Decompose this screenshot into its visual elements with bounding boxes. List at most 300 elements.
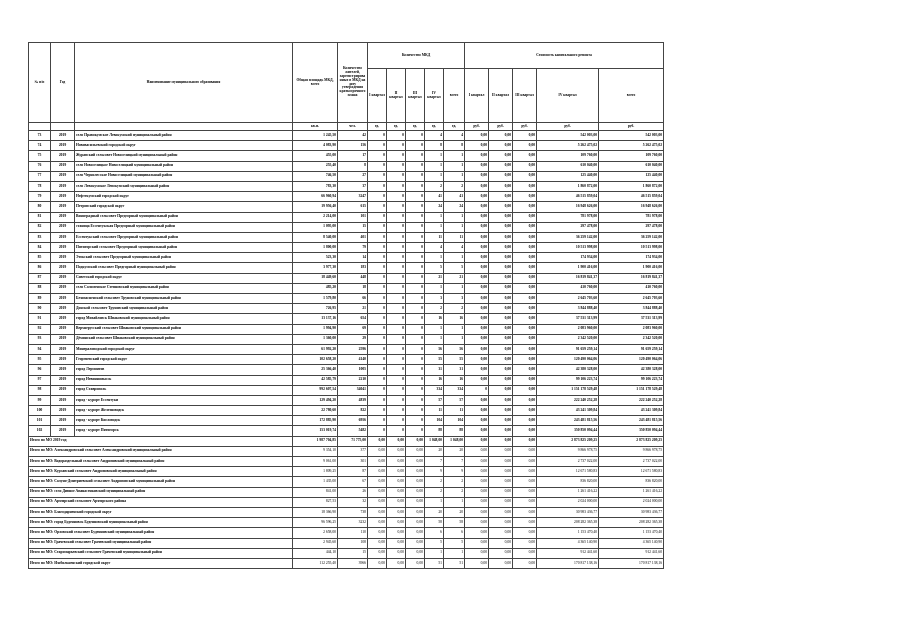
table-cell: 0,00	[513, 202, 537, 212]
table-cell: 153 019,74	[293, 426, 338, 436]
table-cell: 8	[444, 141, 465, 151]
table-cell: 0,00	[513, 212, 537, 222]
table-cell: станица Ессентукская Предгорный муниципальный район	[75, 222, 293, 232]
table-cell: 32	[338, 497, 368, 507]
table-cell: 0,00	[406, 446, 425, 456]
table-cell: 16	[444, 314, 465, 324]
table-cell: 0	[387, 212, 406, 222]
table-cell: 0,00	[465, 253, 489, 263]
table-cell: 0,00	[489, 171, 513, 181]
table-cell: 9	[444, 467, 465, 477]
table-cell: 0,00	[465, 232, 489, 242]
table-cell: 0,00	[368, 518, 387, 528]
unit-cell: кв.м.	[293, 123, 338, 131]
table-cell: 8 540,00	[293, 232, 338, 242]
table-cell: 2	[444, 477, 465, 487]
table-cell: 0,00	[465, 171, 489, 181]
table-cell: 0,00	[489, 375, 513, 385]
table-cell: 6	[444, 528, 465, 538]
table-cell: 2019	[51, 416, 75, 426]
table-cell: 0,00	[513, 151, 537, 161]
table-cell: 4839	[338, 395, 368, 405]
table-row	[29, 232, 664, 242]
summary-row	[29, 558, 664, 568]
table-cell: 0	[368, 232, 387, 242]
table-cell: 2 737 022,00	[537, 457, 599, 467]
table-cell: 0,00	[513, 141, 537, 151]
table-cell: 0,00	[513, 283, 537, 293]
table-cell: 0,00	[489, 344, 513, 354]
table-cell: 1	[444, 151, 465, 161]
table-row	[29, 324, 664, 334]
table-cell: 0	[387, 151, 406, 161]
table-cell: 0,00	[406, 457, 425, 467]
table-row	[29, 161, 664, 171]
table-cell: 3247	[338, 192, 368, 202]
table-cell: 0	[387, 355, 406, 365]
table-cell: 83	[29, 232, 51, 242]
table-cell: 42 380 328,00	[599, 365, 664, 375]
summary-name: Итого по МО: Александровский сельсовет Александровский муниципальный район	[29, 446, 293, 456]
col-count-q4: IV квартал	[425, 69, 444, 123]
table-cell: 2 083 960,00	[599, 324, 664, 334]
table-cell: 1 987 704,85	[293, 436, 338, 446]
table-cell: 0,00	[489, 446, 513, 456]
table-cell: 2 024 000,00	[537, 497, 599, 507]
table-cell: 42 585,79	[293, 375, 338, 385]
table-cell: 2	[425, 181, 444, 191]
table-cell: 783,30	[293, 181, 338, 191]
table-cell: 99	[29, 395, 51, 405]
table-cell: 0,00	[465, 161, 489, 171]
col-num: № п/п	[29, 43, 51, 123]
table-cell: 16 948 626,00	[599, 202, 664, 212]
table-cell: 0,00	[465, 416, 489, 426]
table-cell: 0,00	[513, 232, 537, 242]
table-cell: 2210	[338, 375, 368, 385]
table-cell: 0,00	[489, 141, 513, 151]
table-cell: 0,00	[489, 253, 513, 263]
table-cell: 0	[387, 365, 406, 375]
table-cell: 0	[387, 181, 406, 191]
table-cell: 0,00	[489, 222, 513, 232]
table-cell: 75	[29, 151, 51, 161]
table-cell: 0,00	[465, 181, 489, 191]
table-cell: 1 579,80	[293, 294, 338, 304]
table-cell: 0,00	[513, 334, 537, 344]
table-cell: 0	[368, 161, 387, 171]
summary-name: Итого по МО: Арзгирский сельсовет Арзгирского района	[29, 497, 293, 507]
table-cell: 0,00	[513, 355, 537, 365]
table-cell: 0	[368, 141, 387, 151]
col-residents: Количество жителей, зарегистрированных в МКД на дату утверждения краткосрочного плана	[338, 43, 368, 123]
table-row	[29, 334, 664, 344]
table-cell: 0,00	[406, 538, 425, 548]
table-cell: 1 900 416,00	[599, 263, 664, 273]
table-cell: 2019	[51, 212, 75, 222]
table-cell: 172 885,90	[293, 416, 338, 426]
summary-name: Итого по МО: Курсавский сельсовет Андроповский муниципальный район	[29, 467, 293, 477]
table-cell: 10 513 998,00	[537, 243, 599, 253]
table-cell: 2019	[51, 355, 75, 365]
summary-row	[29, 477, 664, 487]
table-cell: 2019	[51, 406, 75, 416]
table-cell: 0,00	[465, 294, 489, 304]
table-cell: 18 366,90	[293, 507, 338, 517]
table-cell: 183	[338, 263, 368, 273]
table-cell: 0	[368, 263, 387, 273]
table-cell: село Чернолесское Новоселицкий муниципальный район	[75, 171, 293, 181]
table-cell: 1005	[338, 365, 368, 375]
table-cell: 0,00	[465, 457, 489, 467]
table-cell: 76	[29, 161, 51, 171]
table-cell: 4	[425, 243, 444, 253]
table-cell: 2 024 000,00	[599, 497, 664, 507]
table-cell: 0,00	[513, 263, 537, 273]
table-cell: 0	[368, 283, 387, 293]
table-cell: 822	[338, 406, 368, 416]
table-cell: 51	[444, 558, 465, 568]
table-cell: 0,00	[513, 344, 537, 354]
table-cell: 334	[444, 385, 465, 395]
table-cell: Георгиевский городской округ	[75, 355, 293, 365]
table-cell: 0,00	[465, 538, 489, 548]
table-cell: 84	[29, 243, 51, 253]
col-count-q2: II квартал	[387, 69, 406, 123]
table-cell: 31	[425, 365, 444, 375]
table-cell: 15	[338, 548, 368, 558]
table-cell: 1	[444, 334, 465, 344]
summary-name: Итого по МО: Благодарненский городской округ	[29, 507, 293, 517]
table-cell: 0,00	[513, 314, 537, 324]
table-cell: 0,00	[465, 548, 489, 558]
table-cell: 0,00	[465, 202, 489, 212]
table-cell: 0	[387, 406, 406, 416]
table-cell: 2 083 960,00	[537, 324, 599, 334]
table-cell: 2019	[51, 232, 75, 242]
table-cell: 9 061,00	[293, 457, 338, 467]
table-cell: 89	[29, 294, 51, 304]
table-cell: 0,00	[387, 538, 406, 548]
table-cell: 0,00	[489, 192, 513, 202]
table-cell: 1	[444, 548, 465, 558]
table-cell: 0,00	[489, 518, 513, 528]
table-cell: 37 531 313,99	[599, 314, 664, 324]
table-cell: 92	[29, 324, 51, 334]
table-cell: 0,00	[513, 395, 537, 405]
table-cell: 91 659 259,14	[537, 344, 599, 354]
table-cell: 0,00	[465, 365, 489, 375]
table-cell: 0,00	[368, 477, 387, 487]
table-cell: 11	[444, 406, 465, 416]
unit-cell: ед.	[444, 123, 465, 131]
table-cell: 1 860 872,00	[537, 181, 599, 191]
table-cell: 4 365 140,90	[599, 538, 664, 548]
table-cell: 448	[338, 273, 368, 283]
table-cell: Дёминский сельсовет Шпаковский муниципальный район	[75, 334, 293, 344]
table-cell: 20	[444, 446, 465, 456]
table-cell: 0,00	[406, 548, 425, 558]
table-cell: 42 380 328,00	[537, 365, 599, 375]
table-cell: 69	[338, 324, 368, 334]
table-cell: 297 478,00	[537, 222, 599, 232]
table-cell: 5	[425, 263, 444, 273]
table-row	[29, 344, 664, 354]
table-cell: 0,00	[368, 558, 387, 568]
table-cell: 30 983 436,77	[599, 507, 664, 517]
table-cell: 0	[406, 406, 425, 416]
table-cell: 2019	[51, 263, 75, 273]
unit-cell: ед.	[368, 123, 387, 131]
table-cell: 410 760,00	[537, 283, 599, 293]
table-cell: 0	[406, 314, 425, 324]
table-cell: 21	[425, 273, 444, 283]
table-cell: 1	[425, 283, 444, 293]
table-cell: 0	[406, 151, 425, 161]
table-row	[29, 243, 664, 253]
table-cell: 410 760,00	[599, 283, 664, 293]
table-cell: 0,00	[465, 192, 489, 202]
table-row	[29, 375, 664, 385]
table-row	[29, 355, 664, 365]
table-cell: 1 261 416,22	[537, 487, 599, 497]
table-cell: 22 780,60	[293, 406, 338, 416]
table-cell: 77	[29, 171, 51, 181]
table-cell: 16	[444, 375, 465, 385]
table-cell: 0,00	[513, 446, 537, 456]
table-cell: 0	[406, 202, 425, 212]
table-cell: 2019	[51, 324, 75, 334]
table-cell: 0,00	[513, 487, 537, 497]
table-cell: 20	[425, 507, 444, 517]
table-cell: 73	[29, 131, 51, 141]
table-cell: 0,00	[513, 375, 537, 385]
summary-name: Итого по МО: город Буденновск Буденновский муниципальный район	[29, 518, 293, 528]
table-cell: 0,00	[465, 141, 489, 151]
table-cell: 0	[368, 202, 387, 212]
table-cell: 2	[444, 181, 465, 191]
col-cost-q1: I квартал	[465, 69, 489, 123]
unit-cell: ед.	[425, 123, 444, 131]
summary-name: Итого по МО 2019 год	[29, 436, 293, 446]
table-cell: 2019	[51, 151, 75, 161]
table-cell: 0	[406, 232, 425, 242]
col-area: Общая площадь МКД, всего	[293, 43, 338, 123]
table-cell: 0,00	[489, 151, 513, 161]
table-cell: 0,00	[465, 334, 489, 344]
table-cell: 0	[387, 385, 406, 395]
table-cell: 0	[387, 131, 406, 141]
table-cell: 112 255,40	[293, 558, 338, 568]
table-cell: 0,00	[513, 548, 537, 558]
table-cell: 0,00	[406, 436, 425, 446]
table-cell: 80	[29, 202, 51, 212]
table-cell: 2019	[51, 181, 75, 191]
table-cell: 88	[444, 426, 465, 436]
table-cell: 2019	[51, 141, 75, 151]
table-cell: Нефтекумский городской округ	[75, 192, 293, 202]
table-cell: город - курорт Пятигорск	[75, 426, 293, 436]
table-row	[29, 304, 664, 314]
table-cell: 0	[368, 131, 387, 141]
table-cell: 27	[338, 171, 368, 181]
table-cell: 170 817 138,16	[599, 558, 664, 568]
table-cell: 377	[338, 446, 368, 456]
table-cell: 615	[338, 202, 368, 212]
table-row	[29, 253, 664, 263]
table-cell: 2596	[338, 344, 368, 354]
table-cell: 0	[387, 426, 406, 436]
table-cell: 1	[425, 324, 444, 334]
table-cell: 102 658,20	[293, 355, 338, 365]
table-cell: 125 440,00	[537, 171, 599, 181]
table-cell: 46 515 859,04	[537, 192, 599, 202]
table-cell: 66	[338, 294, 368, 304]
table-cell: 120 490 064,06	[537, 355, 599, 365]
table-cell: 26	[338, 487, 368, 497]
unit-cell: руб.	[465, 123, 489, 131]
table-cell: 43 241 309,84	[537, 406, 599, 416]
table-cell: 90	[29, 304, 51, 314]
table-cell: 3	[425, 294, 444, 304]
table-cell: 0,00	[513, 497, 537, 507]
table-cell: 0	[406, 131, 425, 141]
table-cell: 8	[425, 141, 444, 151]
table-cell: 2019	[51, 222, 75, 232]
table-cell: 0	[406, 334, 425, 344]
table-cell: 0,00	[489, 243, 513, 253]
table-cell: 174 934,00	[599, 253, 664, 263]
summary-name: Итого по МО: Солуно-Дмитриевский сельсовет Андроповский муниципальный район	[29, 477, 293, 487]
table-cell: 0,00	[513, 385, 537, 395]
table-cell: 61 992,20	[293, 344, 338, 354]
table-cell: 350 850 094,44	[537, 426, 599, 436]
summary-row	[29, 538, 664, 548]
table-cell: 0	[406, 416, 425, 426]
table-cell: 654	[338, 314, 368, 324]
table-cell: 0,00	[465, 243, 489, 253]
table-row	[29, 141, 664, 151]
table-cell: 8	[338, 161, 368, 171]
table-cell: 0,00	[489, 528, 513, 538]
table-cell: 43 241 309,84	[599, 406, 664, 416]
table-cell: 2	[425, 487, 444, 497]
col-count-q3: III квартал	[406, 69, 425, 123]
table-cell: 0	[368, 212, 387, 222]
table-row	[29, 365, 664, 375]
table-cell: 14	[338, 253, 368, 263]
summary-row	[29, 457, 664, 467]
table-cell: 0,00	[387, 528, 406, 538]
table-cell: 41	[425, 192, 444, 202]
table-cell: 24	[444, 202, 465, 212]
table-cell: 1 261 416,22	[599, 487, 664, 497]
table-cell: 16 819 841,37	[599, 273, 664, 283]
table-cell: 170 817 138,16	[537, 558, 599, 568]
table-cell: 0	[406, 426, 425, 436]
summary-row	[29, 518, 664, 528]
table-cell: 79	[29, 192, 51, 202]
table-cell: 11	[444, 232, 465, 242]
table-cell: 1	[425, 253, 444, 263]
table-cell: 13 137,16	[293, 314, 338, 324]
units-row	[29, 123, 664, 131]
table-cell: 0	[387, 253, 406, 263]
table-cell: 0,00	[465, 497, 489, 507]
table-cell: 1	[444, 253, 465, 263]
table-cell: 0	[406, 355, 425, 365]
table-cell: 67	[338, 477, 368, 487]
table-cell: 0,00	[489, 294, 513, 304]
table-cell: 16 819 841,37	[537, 273, 599, 283]
table-cell: 0	[387, 294, 406, 304]
table-cell: 95	[29, 355, 51, 365]
table-cell: 0,00	[465, 426, 489, 436]
summary-name: Итого по МО: Водораздельный сельсовет Андроповский муниципальный район	[29, 457, 293, 467]
table-cell: Ессентукский сельсовет Предгорный муниципальный район	[75, 232, 293, 242]
table-cell: 15	[338, 222, 368, 232]
table-cell: 208 282 365,38	[599, 518, 664, 528]
table-cell: 2019	[51, 283, 75, 293]
table-cell: 16	[425, 375, 444, 385]
table-cell: 0,00	[489, 202, 513, 212]
table-cell: 0	[368, 406, 387, 416]
table-cell: Нововасильевский городской округ	[75, 141, 293, 151]
table-cell: 0,00	[513, 365, 537, 375]
table-cell: 0,00	[513, 528, 537, 538]
summary-name: Итого по МО: Грачевский сельсовет Грачевский муниципальный район	[29, 538, 293, 548]
table-cell: 0	[368, 324, 387, 334]
table-cell: 4	[425, 131, 444, 141]
table-cell: 0,00	[368, 487, 387, 497]
table-cell: 542 003,00	[537, 131, 599, 141]
table-cell: 0,00	[465, 395, 489, 405]
summary-row	[29, 528, 664, 538]
table-cell: 2 873 825 209,25	[599, 436, 664, 446]
total-row	[29, 436, 664, 446]
table-cell: 0	[368, 344, 387, 354]
table-cell: 0,00	[368, 436, 387, 446]
table-cell: 3 844 888,40	[599, 304, 664, 314]
table-cell: 0	[406, 395, 425, 405]
table-cell: 992 607,54	[293, 385, 338, 395]
table-cell: город Невинномысск	[75, 375, 293, 385]
table-cell: 0,00	[513, 222, 537, 232]
table-cell: 0,00	[387, 436, 406, 446]
col-name: Наименование муниципального образования	[75, 43, 293, 123]
table-cell: 0,00	[513, 253, 537, 263]
table-cell: 4 365 140,90	[537, 538, 599, 548]
table-cell: 0,00	[513, 406, 537, 416]
table-cell: 0	[406, 385, 425, 395]
table-cell: 0	[387, 202, 406, 212]
table-cell: 2019	[51, 273, 75, 283]
table-cell: 0,00	[489, 263, 513, 273]
table-cell: 46 515 859,04	[599, 192, 664, 202]
table-cell: 0,00	[465, 558, 489, 568]
table-cell: 0	[368, 192, 387, 202]
table-cell: 1 153 470,40	[537, 528, 599, 538]
table-cell: 1	[425, 161, 444, 171]
table-cell: 301	[338, 457, 368, 467]
table-cell: 0,00	[368, 497, 387, 507]
table-cell: 0,00	[465, 477, 489, 487]
table-row	[29, 171, 664, 181]
table-cell: 2019	[51, 192, 75, 202]
table-cell: 0	[387, 192, 406, 202]
table-cell: 0,00	[465, 344, 489, 354]
table-cell: 2	[425, 304, 444, 314]
